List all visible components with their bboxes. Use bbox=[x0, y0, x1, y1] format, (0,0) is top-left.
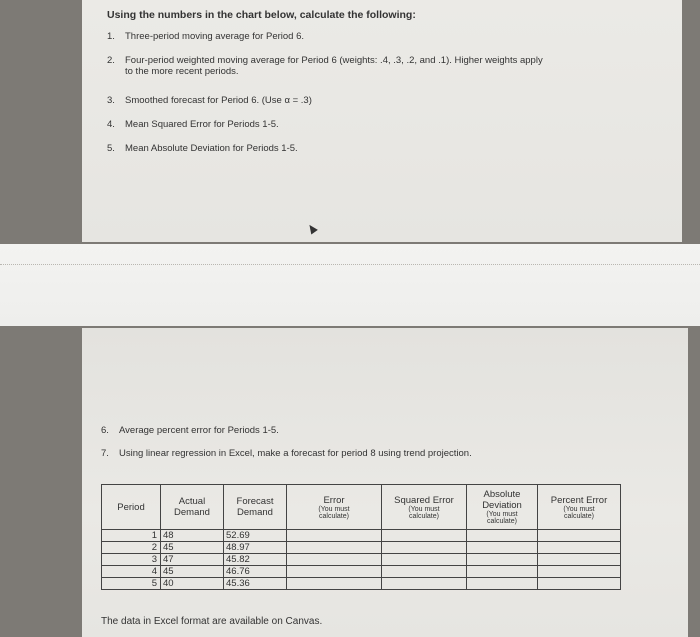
table-row bbox=[102, 530, 621, 542]
header-absolute-deviation: Absolute Deviation (You must calculate) bbox=[467, 485, 538, 530]
question-4: 4. Mean Squared Error for Periods 1-5. bbox=[107, 119, 279, 130]
error-cell bbox=[287, 530, 382, 542]
percent-error-cell bbox=[538, 578, 621, 590]
forecast-demand-cell: 46.76 bbox=[224, 566, 287, 578]
error-cell bbox=[287, 566, 382, 578]
percent-error-cell bbox=[538, 530, 621, 542]
absolute-deviation-cell bbox=[467, 554, 538, 566]
page-gap bbox=[0, 244, 700, 326]
actual-demand-cell: 48 bbox=[161, 530, 224, 542]
header-forecast-demand: Forecast Demand bbox=[224, 485, 287, 530]
table-row bbox=[102, 554, 621, 566]
question-1: 1. Three-period moving average for Period 6. bbox=[107, 31, 305, 42]
forecast-demand-cell: 45.36 bbox=[224, 578, 287, 590]
question-5: 5. Mean Absolute Deviation for Periods 1-5. bbox=[107, 143, 298, 154]
period-cell: 1 bbox=[102, 530, 161, 542]
period-cell: 5 bbox=[102, 578, 161, 590]
forecast-demand-cell: 45.82 bbox=[224, 554, 287, 566]
percent-error-cell bbox=[538, 542, 621, 554]
absolute-deviation-cell bbox=[467, 530, 538, 542]
header-error: Error (You must calculate) bbox=[287, 485, 382, 530]
forecast-demand-cell: 48.97 bbox=[224, 542, 287, 554]
header-percent-error: Percent Error (You must calculate) bbox=[538, 485, 621, 530]
error-cell bbox=[287, 542, 382, 554]
bottom-paper-sheet bbox=[82, 328, 688, 637]
header-squared-error: Squared Error (You must calculate) bbox=[382, 485, 467, 530]
question-3: 3. Smoothed forecast for Period 6. (Use α = .3) bbox=[107, 95, 312, 106]
actual-demand-cell: 45 bbox=[161, 542, 224, 554]
page-divider bbox=[0, 264, 700, 266]
period-cell: 4 bbox=[102, 566, 161, 578]
table-row bbox=[102, 542, 621, 554]
table-row bbox=[102, 566, 621, 578]
actual-demand-cell: 45 bbox=[161, 566, 224, 578]
squared-error-cell bbox=[382, 578, 467, 590]
table-row bbox=[102, 578, 621, 590]
squared-error-cell bbox=[382, 554, 467, 566]
absolute-deviation-cell bbox=[467, 542, 538, 554]
header-period: Period bbox=[102, 485, 161, 530]
actual-demand-cell: 40 bbox=[161, 578, 224, 590]
demand-forecast-table bbox=[101, 484, 621, 590]
period-cell: 3 bbox=[102, 554, 161, 566]
percent-error-cell bbox=[538, 566, 621, 578]
question-2: 2. Four-period weighted moving average for Period 6 (weights: .4, .3, .2, and .1). Higher weights apply to the more recent periods. bbox=[107, 55, 543, 77]
forecast-demand-cell: 52.69 bbox=[224, 530, 287, 542]
absolute-deviation-cell bbox=[467, 578, 538, 590]
question-7: 7. Using linear regression in Excel, make a forecast for period 8 using trend projection. bbox=[101, 448, 472, 459]
squared-error-cell bbox=[382, 566, 467, 578]
absolute-deviation-cell bbox=[467, 566, 538, 578]
error-cell bbox=[287, 578, 382, 590]
error-cell bbox=[287, 554, 382, 566]
question-6: 6. Average percent error for Periods 1-5. bbox=[101, 425, 279, 436]
squared-error-cell bbox=[382, 542, 467, 554]
percent-error-cell bbox=[538, 554, 621, 566]
header-actual-demand: Actual Demand bbox=[161, 485, 224, 530]
actual-demand-cell: 47 bbox=[161, 554, 224, 566]
period-cell: 2 bbox=[102, 542, 161, 554]
footer-note: The data in Excel format are available on Canvas. bbox=[101, 616, 323, 627]
table-header-row bbox=[102, 485, 621, 530]
squared-error-cell bbox=[382, 530, 467, 542]
instructions-heading: Using the numbers in the chart below, calculate the following: bbox=[107, 9, 416, 21]
